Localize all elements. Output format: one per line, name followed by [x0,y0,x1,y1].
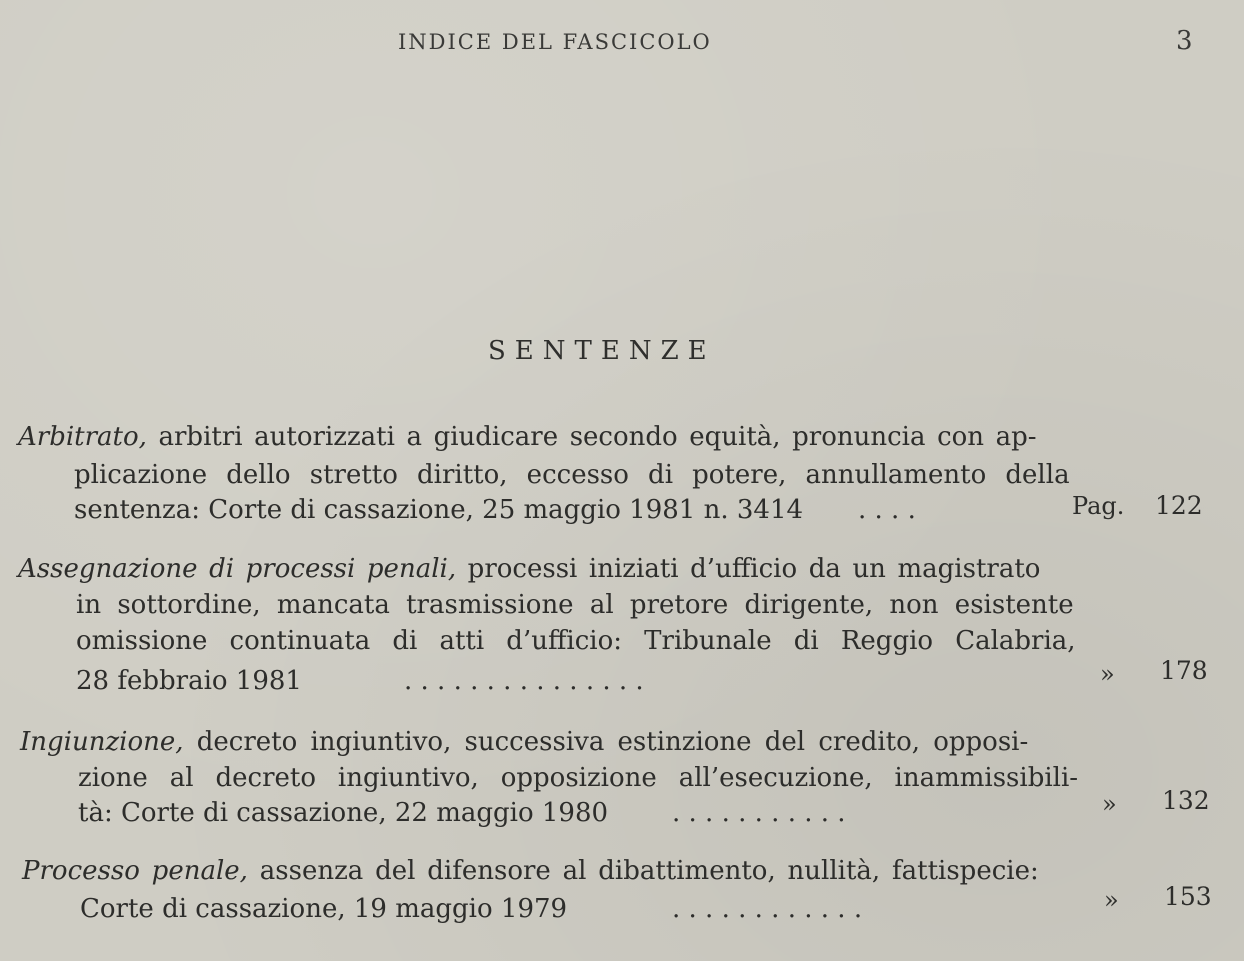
page-reference-number: 132 [1162,786,1210,815]
entry-subject: Assegnazione di processi penali, [18,554,457,584]
entry-subject: Ingiunzione, [20,727,184,757]
entry-line [18,424,1037,450]
entry-subject: Arbitrato, [18,422,147,452]
entry-subject: Processo penale, [22,856,248,886]
page-reference-label: » [1100,660,1115,688]
entry-line: zione al decreto ingiuntivo, opposizione all’esecuzione, inammissibili- [78,763,1079,793]
dot-leader: . . . . . . . . . . . [672,798,846,828]
entry-line: plicazione dello stretto diritto, eccesso di potere, annullamento della [74,460,1070,490]
dot-leader: . . . . . . . . . . . . . . . [404,666,644,696]
page-reference-number: 122 [1155,491,1203,520]
entry-line: in sottordine, mancata trasmissione al pretore dirigente, non esistente [76,590,1074,620]
entry-line: tà: Corte di cassazione, 22 maggio 1980 [78,798,609,828]
page-reference-label: » [1102,790,1117,818]
page-reference-number: 153 [1164,882,1212,911]
entry-text: arbitri autorizzati a giudicare secondo equità, pronuncia con ap- [146,422,1037,452]
dot-leader: . . . . . . . . . . . . [672,894,863,924]
entry-line [22,858,1039,884]
entry-line [18,556,1040,582]
entry-line: omissione continuata di atti d’ufficio: Tribunale di Reggio Calabria, [76,626,1076,656]
entry-line [20,729,1028,755]
entry-line: 28 febbraio 1981 [76,666,302,696]
entry-line: sentenza: Corte di cassazione, 25 maggio 1981 n. 3414 [74,495,804,525]
page-reference-label: » [1104,886,1119,914]
entry-text: decreto ingiuntivo, successiva estinzione del credito, opposi- [183,727,1029,757]
page-reference-number: 178 [1160,656,1208,685]
page-reference-label: Pag. [1072,492,1125,520]
dot-leader: . . . . [858,495,916,525]
page-number: 3 [1176,26,1193,56]
entry-text: processi iniziati d’ufficio da un magistrato [456,554,1041,584]
entry-text: assenza del difensore al dibattimento, nullità, fattispecie: [247,856,1039,886]
running-header: INDICE DEL FASCICOLO [398,30,712,54]
section-title: SENTENZE [488,336,716,366]
entry-line: Corte di cassazione, 19 maggio 1979 [80,894,568,924]
